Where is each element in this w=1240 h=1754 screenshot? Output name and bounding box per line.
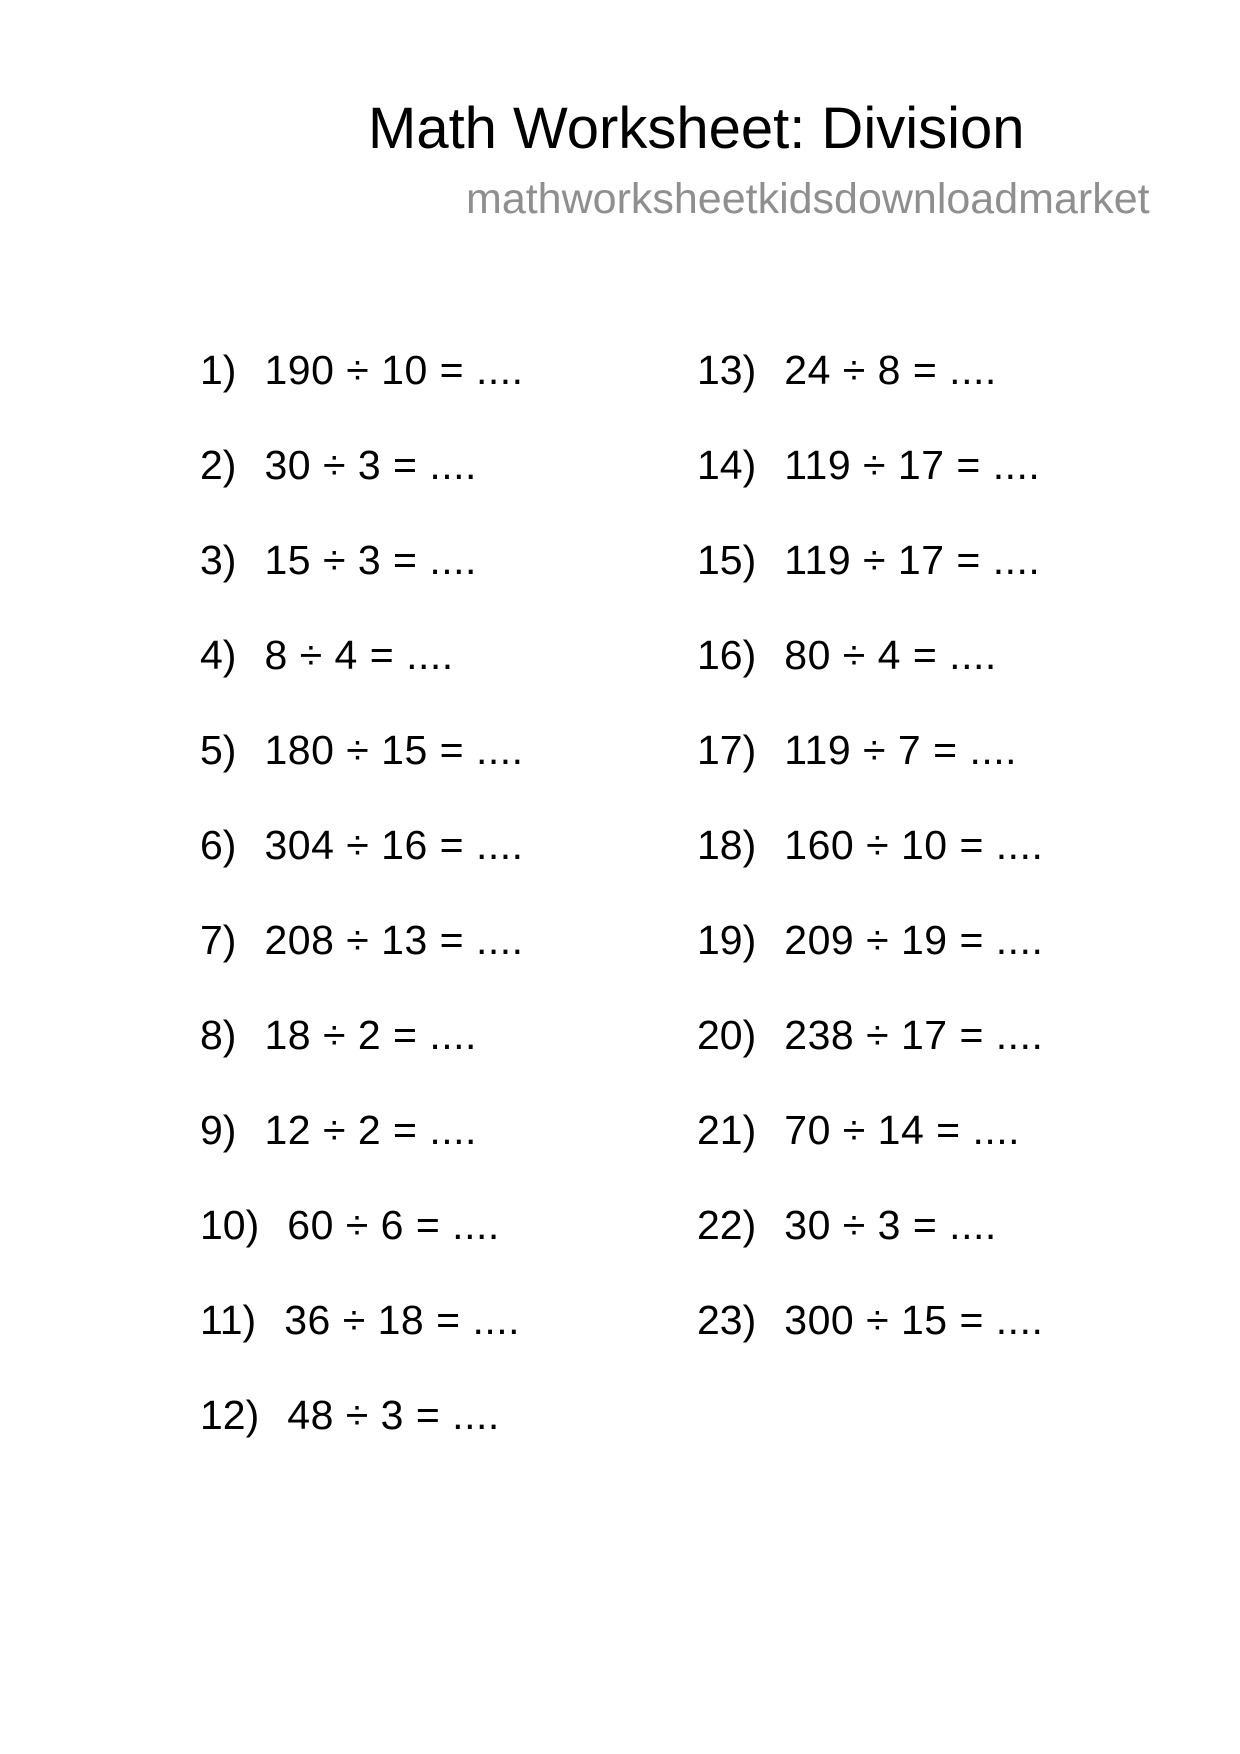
- problem-number: 10): [200, 1202, 260, 1248]
- problem-row: [200, 917, 524, 963]
- problem-number: 19): [697, 917, 757, 963]
- problem-number: 5): [200, 727, 237, 773]
- problem-row: [697, 442, 1043, 488]
- problem-row: [200, 1202, 524, 1248]
- problem-row: [200, 347, 524, 393]
- problem-equation: 119 ÷ 7 = ....: [784, 727, 1018, 773]
- problem-row: [697, 632, 1043, 678]
- problem-row: [697, 347, 1043, 393]
- problem-equation: 209 ÷ 19 = ....: [784, 917, 1044, 963]
- problem-equation: 48 ÷ 3 = ....: [287, 1392, 500, 1438]
- worksheet-watermark: mathworksheetkidsdownloadmarket: [466, 175, 1150, 223]
- problem-number: 7): [200, 917, 237, 963]
- problem-number: 3): [200, 537, 237, 583]
- problem-equation: 15 ÷ 3 = ....: [264, 537, 477, 583]
- problem-row: [200, 442, 524, 488]
- problem-row: [697, 1297, 1044, 1343]
- problem-equation: 304 ÷ 16 = ....: [264, 822, 524, 868]
- problem-equation: 80 ÷ 4 = ....: [784, 632, 997, 678]
- problem-number: 20): [697, 1012, 757, 1058]
- problem-number: 9): [200, 1107, 237, 1153]
- problem-equation: 8 ÷ 4 = ....: [264, 632, 454, 678]
- problem-equation: 70 ÷ 14 = ....: [784, 1107, 1021, 1153]
- problem-row: [200, 1012, 524, 1058]
- problem-row: [697, 1202, 1043, 1248]
- problem-row: [200, 822, 524, 868]
- problem-equation: 60 ÷ 6 = ....: [287, 1202, 500, 1248]
- problem-number: 18): [697, 822, 757, 868]
- problem-row: [200, 1297, 524, 1343]
- problem-number: 1): [200, 347, 237, 393]
- problem-equation: 119 ÷ 17 = ....: [784, 537, 1041, 583]
- problems-column-left: [200, 347, 524, 1490]
- problem-row: [200, 537, 524, 583]
- problem-equation: 160 ÷ 10 = ....: [784, 822, 1044, 868]
- problems-column-right: [697, 347, 1044, 1395]
- problem-number: 6): [200, 822, 237, 868]
- problem-equation: 190 ÷ 10 = ....: [264, 347, 524, 393]
- problem-equation: 119 ÷ 17 = ....: [784, 442, 1041, 488]
- problem-number: 23): [697, 1297, 757, 1343]
- problem-row: [200, 727, 524, 773]
- problem-equation: 30 ÷ 3 = ....: [264, 442, 477, 488]
- problem-row: [697, 1107, 1043, 1153]
- problem-row: [200, 1392, 524, 1438]
- problem-number: 14): [697, 442, 757, 488]
- problem-row: [200, 632, 524, 678]
- problem-number: 22): [697, 1202, 757, 1248]
- problem-number: 4): [200, 632, 237, 678]
- problem-row: [697, 822, 1044, 868]
- problem-row: [200, 1107, 524, 1153]
- problem-number: 13): [697, 347, 757, 393]
- problem-number: 2): [200, 442, 237, 488]
- problem-equation: 180 ÷ 15 = ....: [264, 727, 524, 773]
- problem-row: [697, 917, 1044, 963]
- problem-row: [697, 537, 1043, 583]
- problem-equation: 208 ÷ 13 = ....: [264, 917, 524, 963]
- problem-equation: 300 ÷ 15 = ....: [784, 1297, 1044, 1343]
- problem-number: 16): [697, 632, 757, 678]
- problem-equation: 24 ÷ 8 = ....: [784, 347, 997, 393]
- problem-number: 21): [697, 1107, 757, 1153]
- problem-number: 15): [697, 537, 757, 583]
- problem-row: [697, 727, 1043, 773]
- problem-row: [697, 1012, 1044, 1058]
- problem-equation: 12 ÷ 2 = ....: [264, 1107, 477, 1153]
- problem-equation: 36 ÷ 18 = ....: [284, 1297, 521, 1343]
- problem-equation: 30 ÷ 3 = ....: [784, 1202, 997, 1248]
- problem-number: 12): [200, 1392, 260, 1438]
- problem-number: 8): [200, 1012, 237, 1058]
- problem-number: 17): [697, 727, 757, 773]
- problem-equation: 18 ÷ 2 = ....: [264, 1012, 477, 1058]
- problem-equation: 238 ÷ 17 = ....: [784, 1012, 1044, 1058]
- problem-number: 11): [200, 1297, 257, 1343]
- worksheet-title: Math Worksheet: Division: [368, 96, 1025, 161]
